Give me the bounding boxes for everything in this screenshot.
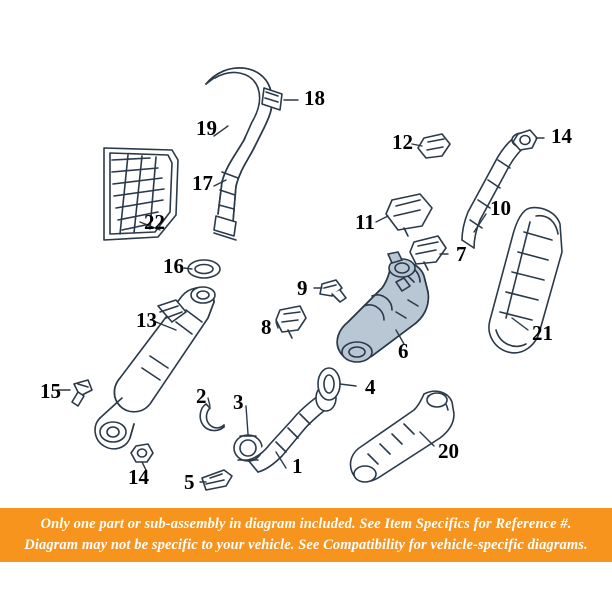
callout-14-lower: 14 (128, 465, 149, 489)
part-19-17-upper-pipe (206, 68, 282, 240)
callout-16: 16 (163, 254, 184, 278)
disclaimer-line-2: Diagram may not be specific to your vehicle. See Compatibility for vehicle-specific diagrams. (24, 537, 588, 553)
callout-15: 15 (40, 379, 61, 403)
callout-10: 10 (490, 196, 511, 220)
callout-6: 6 (398, 339, 409, 363)
part-12-clamp (418, 134, 450, 158)
callout-20: 20 (438, 439, 459, 463)
callout-14-upper: 14 (551, 124, 572, 148)
part-4-gasket (318, 368, 340, 400)
part-11-bracket (386, 194, 432, 236)
part-16-gasket (188, 260, 220, 278)
callout-7: 7 (456, 242, 467, 266)
callout-9: 9 (297, 276, 308, 300)
part-22-heat-shield (104, 148, 178, 240)
part-9-sensor (320, 280, 346, 302)
disclaimer-line-1: Only one part or sub-assembly in diagram included. See Item Specifics for Reference #. (40, 516, 572, 532)
part-8-bracket (276, 306, 306, 338)
callout-12: 12 (392, 130, 413, 154)
part-15-sensor (72, 380, 92, 406)
callout-17: 17 (192, 171, 213, 195)
callout-22: 22 (144, 210, 165, 234)
callout-4: 4 (365, 375, 376, 399)
callout-18: 18 (304, 86, 325, 110)
callout-8: 8 (261, 315, 272, 339)
part-14b-nut (131, 444, 153, 462)
part-20-muffler (350, 391, 454, 482)
callout-13: 13 (136, 308, 157, 332)
callout-1: 1 (292, 454, 303, 478)
part-3-clamp (234, 435, 262, 461)
part-14-nut (513, 130, 537, 150)
part-6-diesel-particulate-filter (337, 252, 428, 362)
callout-21: 21 (532, 321, 553, 345)
callout-11: 11 (355, 210, 375, 234)
disclaimer-banner (0, 508, 612, 562)
callout-2: 2 (196, 384, 207, 408)
part-5-bracket (202, 470, 232, 490)
callout-19: 19 (196, 116, 217, 140)
callout-3: 3 (233, 390, 244, 414)
callout-5: 5 (184, 470, 195, 494)
